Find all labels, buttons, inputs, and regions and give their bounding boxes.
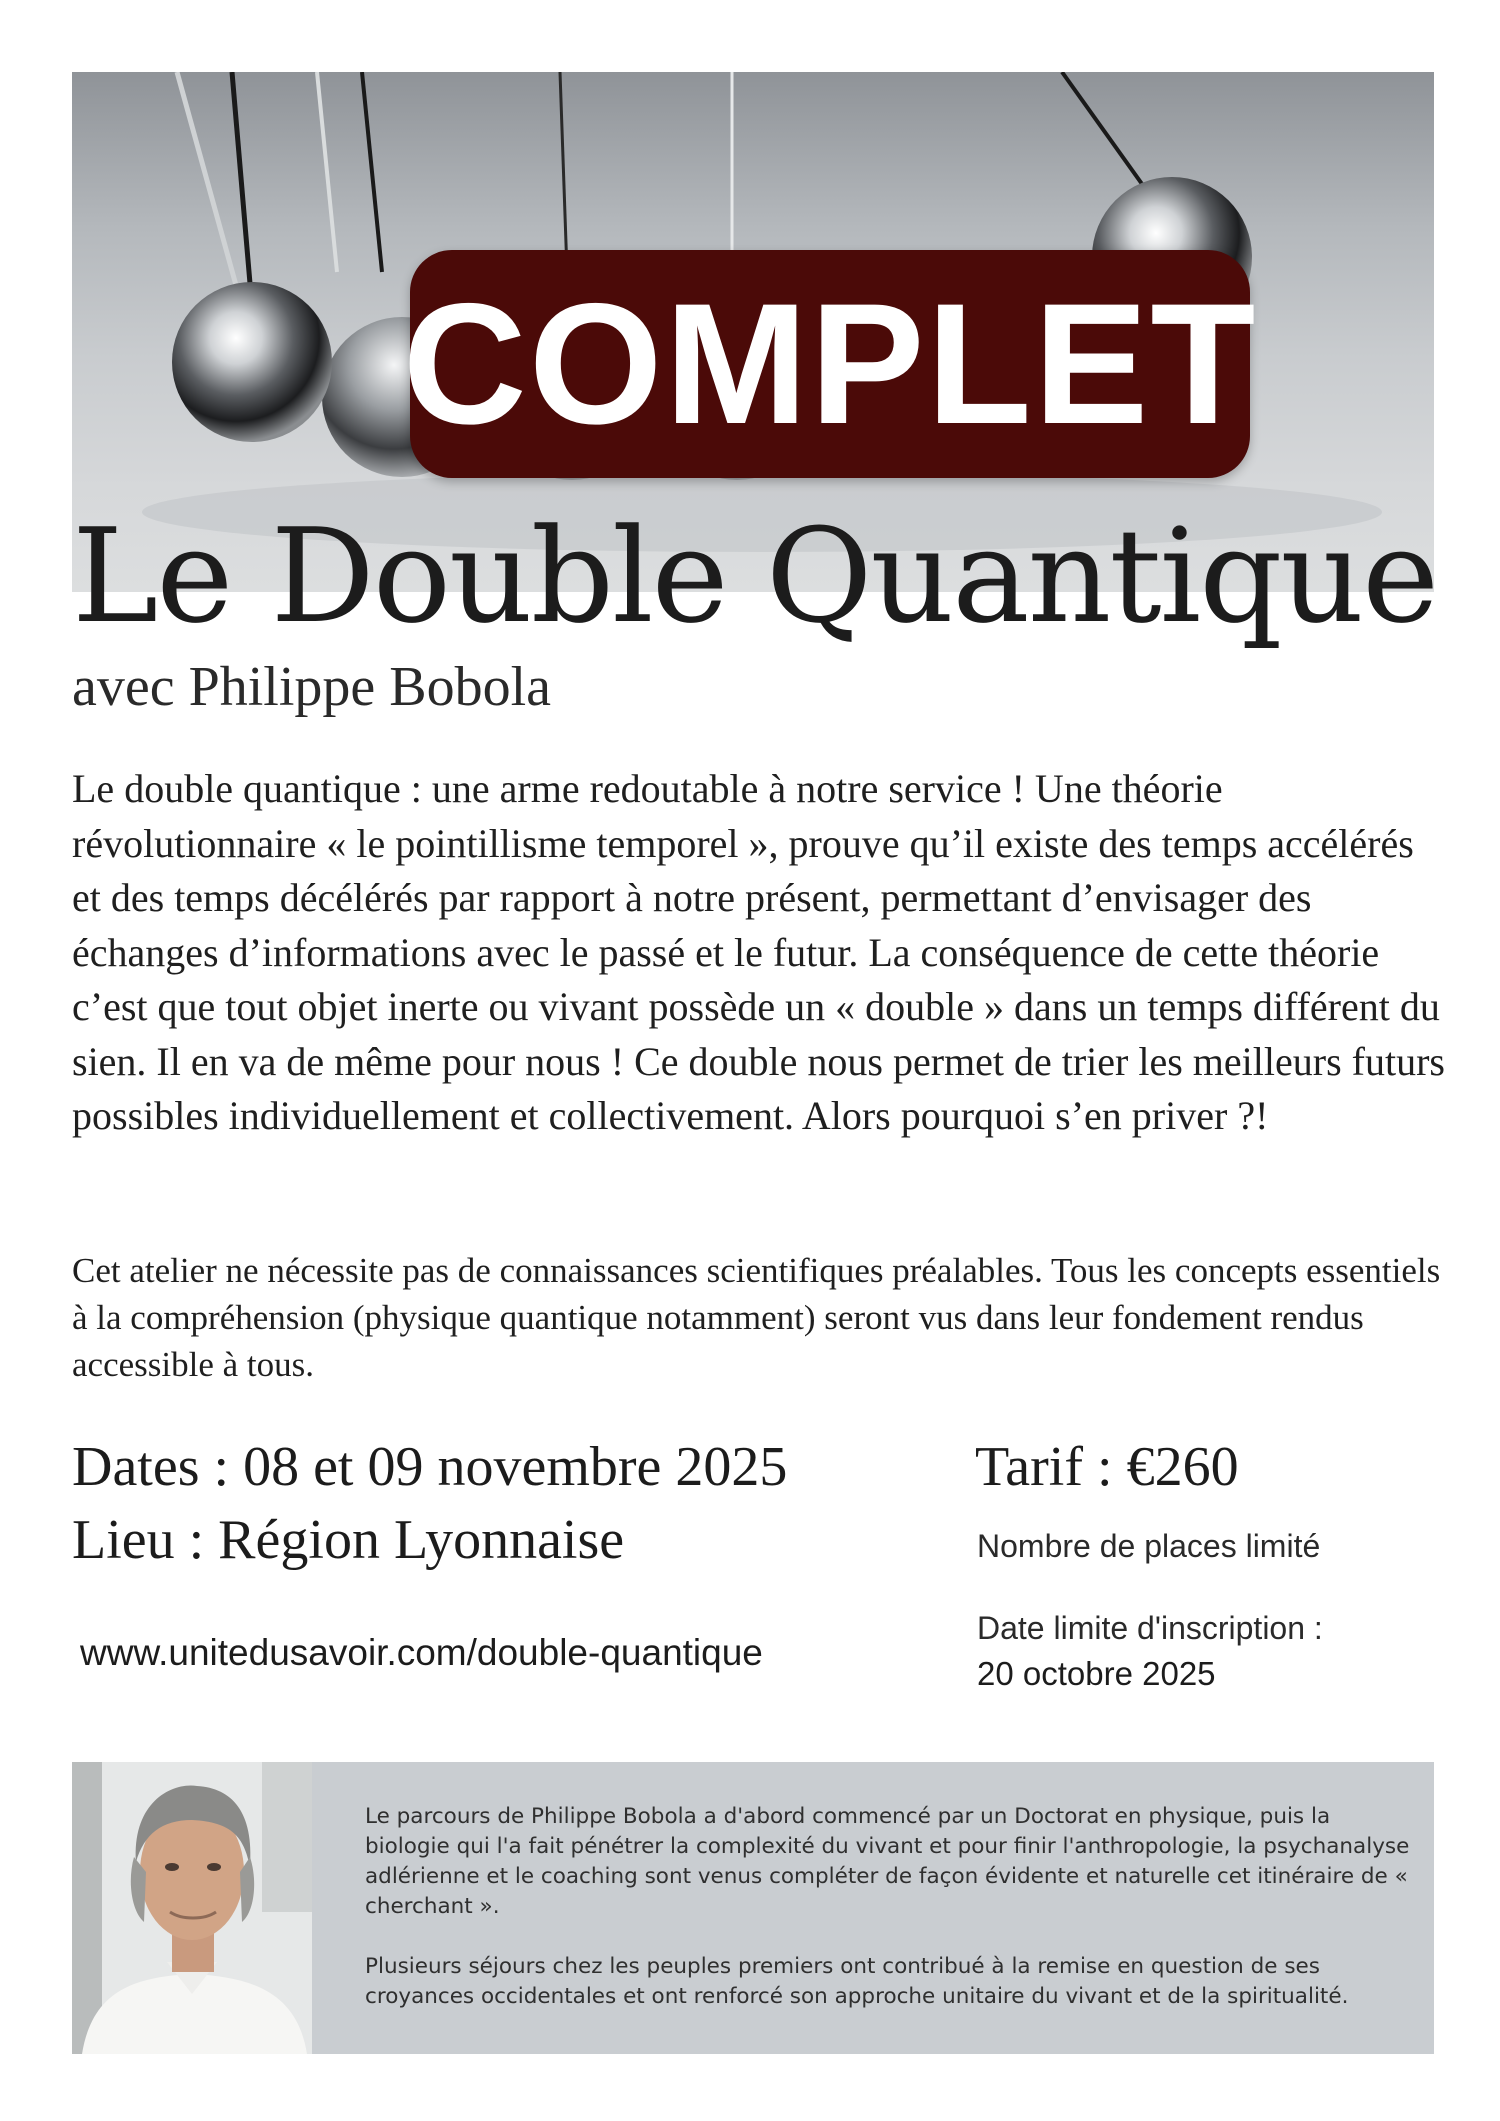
registration-deadline-label: Date limite d'inscription : bbox=[977, 1610, 1323, 1646]
cradle-string bbox=[317, 72, 337, 272]
prerequisites-note: Cet atelier ne nécessite pas de connaissances scientifiques préalables. Tous les concepts essentiels à la compréhension (physique quantique notamment) seront vus dans leur fondement rendus accessible à tous. bbox=[72, 1251, 1441, 1384]
cradle-string bbox=[560, 72, 567, 272]
limited-seats-note: Nombre de places limité bbox=[977, 1528, 1321, 1564]
speaker-bio-text bbox=[365, 1802, 1415, 2042]
cradle-string bbox=[362, 72, 382, 272]
cradle-string bbox=[232, 72, 252, 307]
page-title: Le Double Quantique bbox=[72, 500, 1438, 652]
event-location: Lieu : Région Lyonnaise bbox=[72, 1509, 625, 1571]
complet-label: COMPLET bbox=[402, 268, 1258, 460]
description-paragraph: Le double quantique : une arme redoutable à notre service ! Une théorie révolutionnaire « le pointillisme temporel », prouve qu’il existe des temps accélérés et des temps décélérés par rapport à notre présent, permettant d’envisager des échanges d’informations avec le passé et le futur. La conséquence de cette théorie c’est que tout objet inerte ou vivant possède un « double » dans un temps différent du sien. Il en va de même pour nous ! Ce double nous permet de trier les meilleurs futurs possibles individuellement et collectivement. Alors pourquoi s’en priver ?! bbox=[72, 766, 1445, 1138]
website-link[interactable]: www.unitedusavoir.com/double-quantique bbox=[80, 1632, 763, 1673]
speaker-bio-box bbox=[72, 1762, 1434, 2054]
complet-badge bbox=[402, 250, 1258, 478]
event-price: Tarif : €260 bbox=[975, 1436, 1239, 1498]
bio-paragraph-1: Le parcours de Philippe Bobola a d'abord commencé par un Doctorat en physique, puis la biologie qui l'a fait pénétrer la complexité du vivant et pour finir l'anthropologie, la psychanalyse adlérienne et le coaching sont venus compléter de façon évidente et naturelle cet itinéraire de « cherchant ». bbox=[365, 1804, 1410, 1919]
page-subtitle: avec Philippe Bobola bbox=[72, 656, 552, 718]
registration-deadline-value: 20 octobre 2025 bbox=[977, 1655, 1216, 1692]
bio-paragraph-2: Plusieurs séjours chez les peuples premiers ont contribué à la remise en question de ses croyances occidentales et ont renforcé son approche unitaire du vivant et de la spiritualité. bbox=[365, 1954, 1349, 2009]
speaker-photo bbox=[72, 1762, 312, 2054]
cradle-string bbox=[177, 72, 242, 307]
cradle-ball bbox=[172, 282, 332, 442]
event-dates: Dates : 08 et 09 novembre 2025 bbox=[72, 1436, 788, 1498]
